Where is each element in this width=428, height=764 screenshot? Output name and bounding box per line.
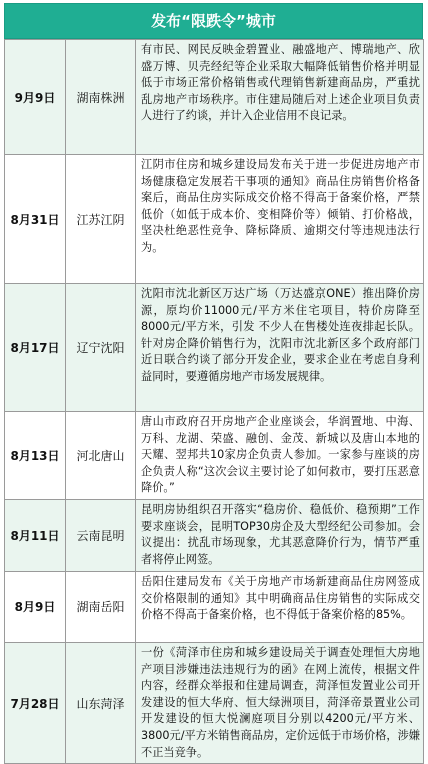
description-cell: 唐山市政府召开房地产企业座谈会，华润置地、中海、万科、龙湖、荣盛、融创、金茂、新城以及唐山本地的天耀、翌邦共10家房企负责人参加。一家参与座谈的房企负责人称“这次会议主要讨论了如何救市，要打压恶意降价。” [136,412,424,500]
date-cell: 8月13日 [5,412,66,500]
description-cell: 一份《菏泽市住房和城乡建设局关于调查处理恒大房地产项目涉嫌违法违规行为的函》在网上流传，根据文件内容，经群众举报和住建局调查，菏泽恒发置业公司开发建设的恒大华府、恒大绿洲项目，菏泽帝景置业公司开发建设的恒大悦澜庭项目分别以4200元/平方米、3800元/平方米销售商品房，定价远低于市场价格，涉嫌不正当竞争。 [136,642,424,763]
cities-table [4,39,424,764]
page-title: 发布“限跌令”城市 [4,3,423,39]
description-cell: 江阴市住房和城乡建设局发布关于进一步促进房地产市场健康稳定发展若干事项的通知》商品住房销售价格备案后，商品住房实际成交价格不得高于备案价格，严禁低价（如低于成本价、变相降价等）倾销、打价格战，坚决杜绝恶性竞争、降标降质、逾期交付等违规违法行为。 [136,155,424,284]
city-cell: 湖南株洲 [66,40,136,155]
description-cell: 有市民、网民反映金碧置业、融盛地产、博瑞地产、欣盛万博、贝壳经纪等企业采取大幅降低销售价格并明显低于市场正常价格销售或代理销售新建商品房，严重扰乱房地产市场秩序。市住建局随后对上述企业项目负责人进行了约谈，并计入企业信用不良记录。 [136,40,424,155]
city-cell: 河北唐山 [66,412,136,500]
description-cell: 昆明房协组织召开落实“稳房价、稳低价、稳预期”工作要求座谈会，昆明TOP30房企及大型经纪公司参加。会议提出：扰乱市场现象，尤其恶意降价行为，情节严重者将停止网签。 [136,499,424,571]
description-cell: 岳阳住建局发布《关于房地产市场新建商品住房网签成交价格限制的通知》其中明确商品住房销售的实际成交价格不得高于备案价格，也不得低于备案价格的85%。 [136,571,424,642]
city-cell: 江苏江阴 [66,155,136,284]
table-row [5,155,424,284]
document [4,3,423,764]
description-cell: 沈阳市沈北新区万达广场（万达盛京ONE）推出降价房源，原均价11000元/平方米住宅项目，特价房降至8000元/平方米，引发 不少人在售楼处连夜排起长队。针对房企降价销售行为，沈阳市沈北新区多个政府部门近日联合约谈了部分开发企业，要求企业在考虑自身利益同时，要遵循房地产市场发展规律。 [136,284,424,412]
table-row [5,40,424,155]
date-cell: 8月17日 [5,284,66,412]
date-cell: 7月28日 [5,642,66,763]
table-row [5,412,424,500]
city-cell: 湖南岳阳 [66,571,136,642]
city-cell: 云南昆明 [66,499,136,571]
date-cell: 9月9日 [5,40,66,155]
table-row [5,284,424,412]
table-row [5,571,424,642]
date-cell: 8月9日 [5,571,66,642]
date-cell: 8月31日 [5,155,66,284]
date-cell: 8月11日 [5,499,66,571]
city-cell: 山东菏泽 [66,642,136,763]
table-row [5,499,424,571]
city-cell: 辽宁沈阳 [66,284,136,412]
table-row [5,642,424,763]
